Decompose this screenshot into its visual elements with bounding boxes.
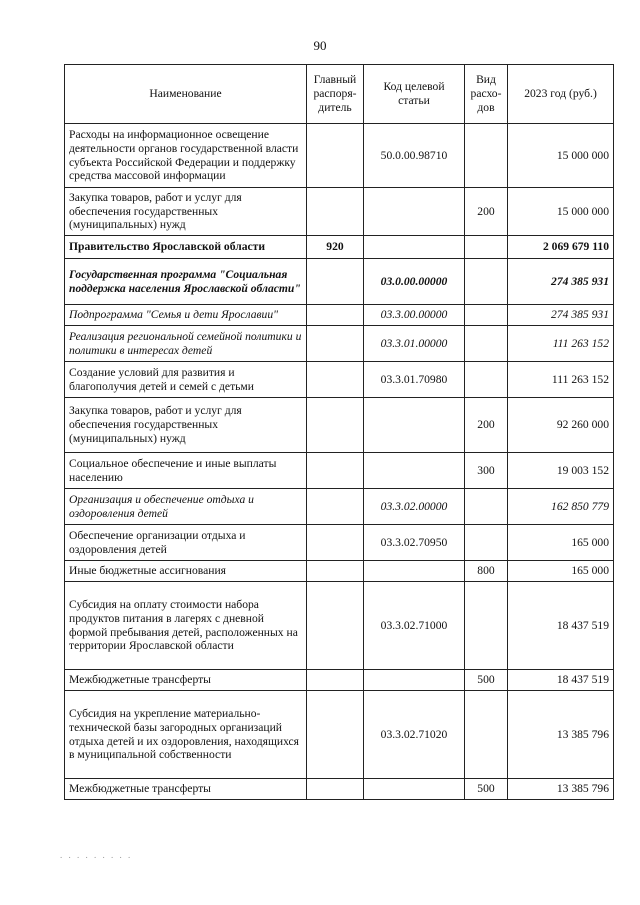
budget-table — [64, 64, 614, 800]
cell-target-code — [364, 236, 465, 259]
cell-expense-type: 800 — [465, 561, 508, 582]
cell-expense-type — [465, 691, 508, 779]
cell-amount: 13 385 796 — [508, 691, 614, 779]
cell-target-code — [364, 670, 465, 691]
cell-amount: 274 385 931 — [508, 305, 614, 326]
cell-amount: 111 263 152 — [508, 326, 614, 362]
cell-name: Расходы на информационное освещение деятельности органов государственной власти субъекта Российской Федерации и поддержку средства массовой информации — [65, 124, 307, 188]
cell-amount: 165 000 — [508, 525, 614, 561]
cell-target-code: 03.3.02.00000 — [364, 489, 465, 525]
cell-target-code: 03.3.01.00000 — [364, 326, 465, 362]
cell-main-manager — [307, 691, 364, 779]
cell-name: Создание условий для развития и благополучия детей и семей с детьми — [65, 362, 307, 398]
cell-target-code: 03.3.02.71020 — [364, 691, 465, 779]
cell-target-code: 50.0.00.98710 — [364, 124, 465, 188]
table-row — [65, 305, 614, 326]
cell-name: Государственная программа "Социальная поддержка населения Ярославской области" — [65, 259, 307, 305]
cell-main-manager: 920 — [307, 236, 364, 259]
cell-expense-type — [465, 362, 508, 398]
cell-expense-type: 500 — [465, 779, 508, 800]
cell-amount: 92 260 000 — [508, 398, 614, 453]
cell-target-code — [364, 188, 465, 236]
cell-main-manager — [307, 398, 364, 453]
table-header — [65, 65, 614, 124]
table-row — [65, 362, 614, 398]
cell-main-manager — [307, 779, 364, 800]
table-row — [65, 525, 614, 561]
cell-target-code — [364, 779, 465, 800]
table-row — [65, 582, 614, 670]
cell-name: Правительство Ярославской области — [65, 236, 307, 259]
table-row — [65, 236, 614, 259]
cell-target-code — [364, 398, 465, 453]
cell-main-manager — [307, 326, 364, 362]
cell-main-manager — [307, 489, 364, 525]
cell-amount: 19 003 152 — [508, 453, 614, 489]
cell-main-manager — [307, 582, 364, 670]
cell-main-manager — [307, 561, 364, 582]
table-row — [65, 691, 614, 779]
scan-marks: . . . . . . . . . — [60, 850, 133, 860]
cell-name: Субсидия на оплату стоимости набора продуктов питания в лагерях с дневной формой пребывания детей, расположенных на территории Ярославской области — [65, 582, 307, 670]
table-row — [65, 779, 614, 800]
cell-main-manager — [307, 124, 364, 188]
cell-main-manager — [307, 525, 364, 561]
cell-name: Социальное обеспечение и иные выплаты населению — [65, 453, 307, 489]
cell-expense-type — [465, 305, 508, 326]
cell-amount: 274 385 931 — [508, 259, 614, 305]
cell-main-manager — [307, 305, 364, 326]
table-row — [65, 670, 614, 691]
cell-expense-type: 500 — [465, 670, 508, 691]
cell-main-manager — [307, 259, 364, 305]
cell-main-manager — [307, 362, 364, 398]
cell-name: Подпрограмма "Семья и дети Ярославии" — [65, 305, 307, 326]
table-row — [65, 489, 614, 525]
cell-amount: 111 263 152 — [508, 362, 614, 398]
cell-main-manager — [307, 453, 364, 489]
cell-target-code: 03.3.02.70950 — [364, 525, 465, 561]
table-row — [65, 398, 614, 453]
header-main-manager: Главный распоря-дитель — [307, 65, 364, 124]
cell-amount: 15 000 000 — [508, 124, 614, 188]
cell-expense-type — [465, 525, 508, 561]
table-body — [65, 124, 614, 800]
cell-expense-type: 200 — [465, 398, 508, 453]
cell-target-code: 03.3.01.70980 — [364, 362, 465, 398]
cell-expense-type — [465, 236, 508, 259]
header-expense-type: Вид расхо-дов — [465, 65, 508, 124]
header-target-code: Код целевой статьи — [364, 65, 465, 124]
cell-name: Закупка товаров, работ и услуг для обеспечения государственных (муниципальных) нужд — [65, 398, 307, 453]
cell-main-manager — [307, 670, 364, 691]
table-row — [65, 453, 614, 489]
cell-name: Обеспечение организации отдыха и оздоровления детей — [65, 525, 307, 561]
table-row — [65, 188, 614, 236]
cell-amount: 162 850 779 — [508, 489, 614, 525]
cell-expense-type — [465, 582, 508, 670]
cell-amount: 165 000 — [508, 561, 614, 582]
cell-name: Межбюджетные трансферты — [65, 670, 307, 691]
cell-amount: 2 069 679 110 — [508, 236, 614, 259]
cell-expense-type: 300 — [465, 453, 508, 489]
cell-target-code: 03.3.02.71000 — [364, 582, 465, 670]
table-row — [65, 124, 614, 188]
cell-expense-type: 200 — [465, 188, 508, 236]
cell-name: Иные бюджетные ассигнования — [65, 561, 307, 582]
cell-name: Организация и обеспечение отдыха и оздоровления детей — [65, 489, 307, 525]
cell-target-code — [364, 453, 465, 489]
cell-name: Реализация региональной семейной политики и политики в интересах детей — [65, 326, 307, 362]
cell-amount: 18 437 519 — [508, 670, 614, 691]
cell-amount: 13 385 796 — [508, 779, 614, 800]
cell-expense-type — [465, 489, 508, 525]
table-row — [65, 326, 614, 362]
cell-amount: 18 437 519 — [508, 582, 614, 670]
header-name: Наименование — [65, 65, 307, 124]
table-row — [65, 561, 614, 582]
cell-target-code: 03.3.00.00000 — [364, 305, 465, 326]
table-row — [65, 259, 614, 305]
page-number: 90 — [313, 38, 327, 53]
header-year-2023: 2023 год (руб.) — [508, 65, 614, 124]
cell-name: Межбюджетные трансферты — [65, 779, 307, 800]
cell-target-code — [364, 561, 465, 582]
cell-target-code: 03.0.00.00000 — [364, 259, 465, 305]
cell-amount: 15 000 000 — [508, 188, 614, 236]
cell-expense-type — [465, 259, 508, 305]
cell-expense-type — [465, 326, 508, 362]
cell-main-manager — [307, 188, 364, 236]
cell-expense-type — [465, 124, 508, 188]
cell-name: Субсидия на укрепление материально-технической базы загородных организаций отдыха детей и их оздоровления, находящихся в муниципальной собственности — [65, 691, 307, 779]
cell-name: Закупка товаров, работ и услуг для обеспечения государственных (муниципальных) нужд — [65, 188, 307, 236]
